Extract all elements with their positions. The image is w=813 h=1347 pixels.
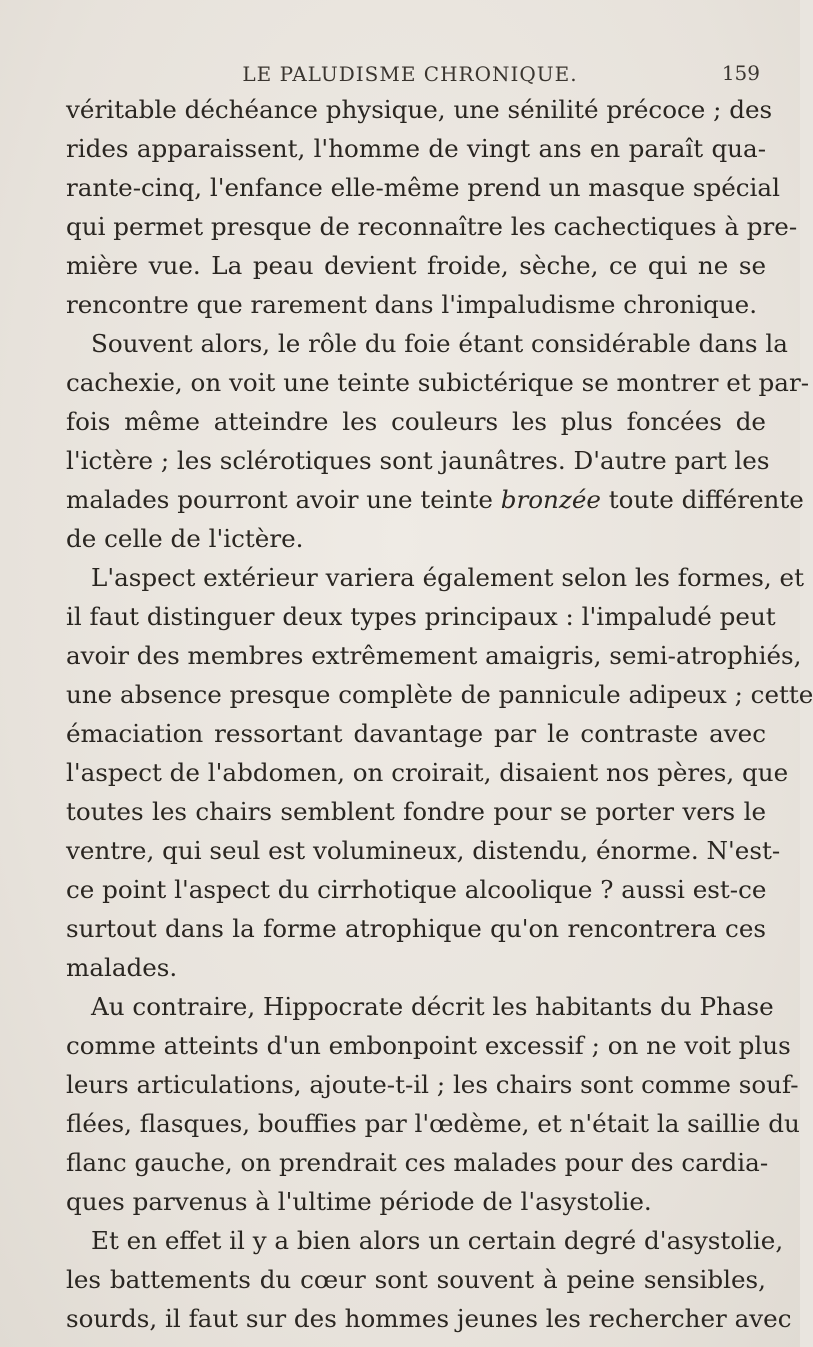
text-line: malades. bbox=[66, 953, 178, 982]
text-line: L'aspect extérieur variera également selon les formes, et bbox=[91, 563, 804, 592]
text-line: fois même atteindre les couleurs les plus foncées de bbox=[66, 407, 766, 436]
text-line: émaciation ressortant davantage par le contraste avec bbox=[66, 719, 766, 748]
text-line: ce point l'aspect du cirrhotique alcoolique ? aussi est-ce bbox=[66, 875, 767, 904]
text-line: une absence presque complète de pannicule adipeux ; cette bbox=[66, 680, 813, 709]
text-line: qui permet presque de reconnaître les cachectiques à pre- bbox=[66, 212, 798, 241]
text-line: sourds, il faut sur des hommes jeunes les rechercher avec bbox=[66, 1304, 792, 1333]
text-line: l'aspect de l'abdomen, on croirait, disaient nos pères, que bbox=[66, 758, 789, 787]
text-segment: toute différente bbox=[600, 485, 804, 514]
text-line bbox=[66, 480, 804, 519]
italic-word: bronzée bbox=[500, 485, 601, 514]
page-header bbox=[60, 44, 760, 84]
text-line: véritable déchéance physique, une sénilité précoce ; des bbox=[66, 95, 773, 124]
text-line: toutes les chairs semblent fondre pour se porter vers le bbox=[66, 797, 766, 826]
text-line: il faut distinguer deux types principaux : l'impaludé peut bbox=[66, 602, 776, 631]
text-line: flées, flasques, bouffies par l'œdème, et n'était la saillie du bbox=[66, 1109, 800, 1138]
text-line: leurs articulations, ajoute-t-il ; les chairs sont comme souf- bbox=[66, 1070, 799, 1099]
text-line: avoir des membres extrêmement amaigris, semi-atrophiés, bbox=[66, 641, 802, 670]
text-line: mière vue. La peau devient froide, sèche, ce qui ne se bbox=[66, 251, 766, 280]
text-line: cachexie, on voit une teinte subictérique se montrer et par- bbox=[66, 368, 810, 397]
text-line: ques parvenus à l'ultime période de l'asystolie. bbox=[66, 1187, 652, 1216]
text-line: rencontre que rarement dans l'impaludisme chronique. bbox=[66, 290, 758, 319]
page-number: 159 bbox=[721, 61, 760, 85]
text-line: rides apparaissent, l'homme de vingt ans en paraît qua- bbox=[66, 134, 766, 163]
text-line: de celle de l'ictère. bbox=[66, 524, 304, 553]
text-line: comme atteints d'un embonpoint excessif ; on ne voit plus bbox=[66, 1031, 791, 1060]
text-line: surtout dans la forme atrophique qu'on rencontrera ces bbox=[66, 914, 766, 943]
text-line: Souvent alors, le rôle du foie étant considérable dans la bbox=[91, 329, 788, 358]
text-line: Et en effet il y a bien alors un certain degré d'asystolie, bbox=[91, 1226, 784, 1255]
text-line: ventre, qui seul est volumineux, distendu, énorme. N'est- bbox=[66, 836, 781, 865]
text-segment: malades pourront avoir une teinte bbox=[66, 485, 501, 514]
running-title: LE PALUDISME CHRONIQUE. bbox=[242, 62, 578, 86]
text-line: Au contraire, Hippocrate décrit les habitants du Phase bbox=[91, 992, 774, 1021]
body-text bbox=[66, 90, 813, 1338]
text-line: rante-cinq, l'enfance elle-même prend un masque spécial bbox=[66, 173, 780, 202]
text-line: flanc gauche, on prendrait ces malades pour des cardia- bbox=[66, 1148, 769, 1177]
text-line: les battements du cœur sont souvent à peine sensibles, bbox=[66, 1265, 766, 1294]
text-line: l'ictère ; les sclérotiques sont jaunâtres. D'autre part les bbox=[66, 446, 770, 475]
